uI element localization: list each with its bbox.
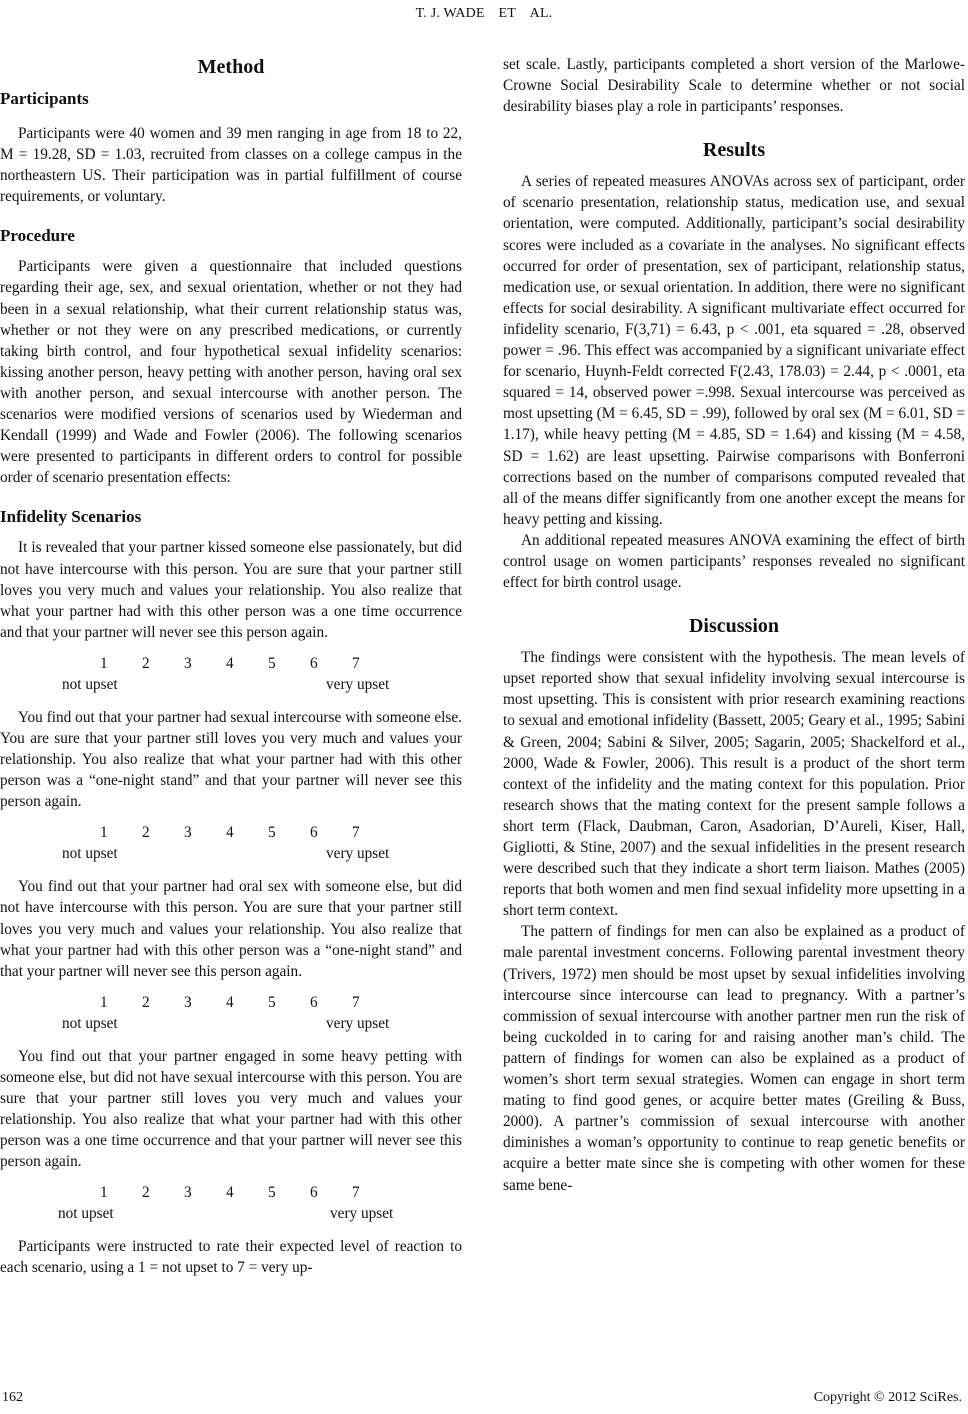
scale-number: 3 [184,993,192,1011]
instructions-paragraph: Participants were instructed to rate their expected level of reaction to each scenario, using a 1 = not upset to 7 = very up- [0,1238,462,1277]
scale-number: 7 [352,824,360,842]
scale-number: 5 [268,654,276,672]
results-paragraph-2: An additional repeated measures ANOVA examining the effect of birth control usage on women participants’ responses revealed no significant effect for birth control usage. [503,531,965,592]
scale-number: 6 [310,993,318,1011]
scale-number: 6 [310,824,318,842]
scale-number: 2 [142,993,150,1011]
scale-number: 2 [142,824,150,842]
scale-number: 5 [268,824,276,842]
discussion-title: Discussion [688,615,780,638]
scale-number: 1 [100,824,108,842]
scale-number: 5 [268,1184,276,1202]
scale-number: 7 [352,1184,360,1202]
scale-low-label: not upset [62,1014,118,1032]
copyright-notice: Copyright © 2012 SciRes. [813,1390,962,1405]
page-number: 162 [2,1390,23,1405]
participants-paragraph: Participants were 40 women and 39 men ranging in age from 18 to 22, M = 19.28, SD = 1.03, recruited from classes on a college campus in the northeastern US. Their participation was in partial fulfillment of course requirements, or voluntary. [0,125,462,206]
scale-number: 7 [352,654,360,672]
continuation-paragraph: set scale. Lastly, participants completed a short version of the Marlowe-Crowne Social Desirability Scale to determine whether or not social desirability biases play a role in participants’ responses. [503,56,965,116]
method-title: Method [197,56,265,78]
scale-number: 2 [142,654,150,672]
scale-number: 3 [184,1184,192,1202]
scale-number: 2 [142,1184,150,1202]
procedure-heading: Procedure [0,226,75,246]
scale-number: 4 [226,1184,234,1202]
discussion-paragraph-2: The pattern of findings for men can also be explained as a product of male parental investment concerns. Following parental investment theory (Trivers, 1972) men should be most upset by sexual infidelities involving intercourse since intercourse can lead to pregnancy. With a partner’s commission of sexual intercourse with another partner men run the risk of being cuckolded in to caring for and raising another man’s child. The pattern of findings for women can also be explained as a product of women’s short term sexual strategies. Women can engage in short term mating to find good genes, or acquire better mates (Greiling & Buss, 2000). A partner’s commission of sexual intercourse with another diminishes a woman’s opportunity to continue to reap genetic benefits or acquire a better mate since she is competing with other women for these same bene- [503,923,965,1194]
scale-number: 4 [226,993,234,1011]
scale-high-label: very upset [326,1014,390,1032]
running-head-al: AL. [529,6,553,21]
scale-low-label: not upset [62,675,118,693]
scenario-oral-sex: You find out that your partner had oral sex with someone else, but did not have intercourse with this person. You are sure that your partner still loves you very much and values your relationship. You also realize that what your partner had with this other person was a “one-night stand” and that your partner will never see this person again. [0,878,462,980]
left-column [0,47,462,1279]
procedure-paragraph: Participants were given a questionnaire that included questions regarding their age, sex, and sexual orientation, whether or not they had been in a sexual relationship, what their current relationship status was, whether or not they were on any prescribed medications, or currently taking birth control, and four hypothetical sexual infidelity scenarios: kissing another person, heavy petting with another person, having oral sex with another person, and sexual intercourse with another person. The scenarios were modified versions of scenarios used by Wiederman and Kendall (1999) and Wade and Fowler (2006). The following scenarios were presented to participants in different orders to control for possible order of scenario presentation effects: [0,258,462,487]
rating-scale [0,822,462,868]
scale-high-label: very upset [326,845,390,863]
scale-low-label: not upset [58,1205,114,1223]
scale-number: 3 [184,654,192,672]
scenario-kissing: It is revealed that your partner kissed someone else passionately, but did not have intercourse with this person. You are sure that your partner still loves you very much and values your relationship. You also realize that what your partner had with this other person was a one time occurrence and that your partner will never see this person again. [0,539,462,641]
scale-number: 4 [226,824,234,842]
results-paragraph-1: A series of repeated measures ANOVAs across sex of participant, order of scenario presentation, relationship status, medication use, and sexual orientation, were computed. Additionally, participant’s social desirability scores were included as a covariate in the analyses. No significant effects occurred for order of presentation, sex of participant, relationship status, medication use, or sexual orientation. In addition, there were no significant effects for social desirability. A significant multivariate effect occurred for infidelity scenario, F(3,71) = 6.43, p < .001, eta squared = .28, observed power = .96. This effect was accompanied by a significant univariate effect for scenario, Huynh-Feldt corrected F(2.43, 178.03) = 2.44, p < .0001, eta squared = 14, observed power =.998. Sexual intercourse was perceived as most upsetting (M = 6.45, SD = .99), followed by oral sex (M = 6.01, SD = 1.17), while heavy petting (M = 4.85, SD = 1.64) and kissing (M = 4.58, SD = 1.62) are least upsetting. Pairwise comparisons with Bonferroni corrections based on the number of comparisons computed revealed that all of the means differ significantly from one another except the means for heavy petting and kissing. [503,173,965,528]
scale-number: 5 [268,993,276,1011]
scale-number: 3 [184,824,192,842]
scenarios-heading: Infidelity Scenarios [0,507,142,527]
results-title: Results [702,139,766,162]
scale-high-label: very upset [326,675,390,693]
scenario-intercourse: You find out that your partner had sexual intercourse with someone else. You are sure that your partner still loves you very much and values your relationship. You also realize that what your partner had with this other person was a “one-night stand” and that your partner will never see this person again. [0,708,462,811]
scale-low-label: not upset [62,845,118,863]
rating-scale [0,1182,462,1228]
scenario-heavy-petting: You find out that your partner engaged in some heavy petting with someone else, but did not have sexual intercourse with this person. You are sure that your partner still loves you very much and values your relationship. You also realize that what your partner had with this other person was a one time occurrence and that your partner will never see this person again. [0,1047,462,1171]
scale-number: 6 [310,1184,318,1202]
rating-scale [0,653,462,699]
discussion-paragraph-1: The findings were consistent with the hypothesis. The mean levels of upset reported show that sexual infidelity involving sexual intercourse is most upsetting. This is consistent with prior research examining reactions to sexual and emotional infidelity (Bassett, 2005; Geary et al., 1995; Sabini & Green, 2004; Sabini & Silver, 2005; Sagarin, 2005; Shackelford et al., 2000, Wade & Fowler, 2006). This result is a product of the short term context of the infidelity and the mating context for this population. Prior research shows that the mating context for the present sample follows a short term (Flack, Daubman, Caron, Asadorian, D’Aureli, Kiser, Hall, Gigliotti, & Stine, 2007) and the sexual infidelities in the present research were described such that they indicate a short term liaison. Mathes (2005) reports that both women and men find sexual infidelity more upsetting in a short term context. [503,649,965,920]
scale-number: 4 [226,654,234,672]
scale-number: 1 [100,993,108,1011]
scale-number: 7 [352,993,360,1011]
rating-scale [0,992,462,1038]
scale-number: 1 [100,654,108,672]
participants-heading: Participants [0,89,89,108]
running-head-authors: T. J. WADE [415,6,485,21]
scale-high-label: very upset [330,1205,394,1223]
running-head-et: ET [498,6,516,21]
scale-number: 6 [310,654,318,672]
right-column [503,47,965,1196]
running-head [0,6,968,22]
scale-number: 1 [100,1184,108,1202]
